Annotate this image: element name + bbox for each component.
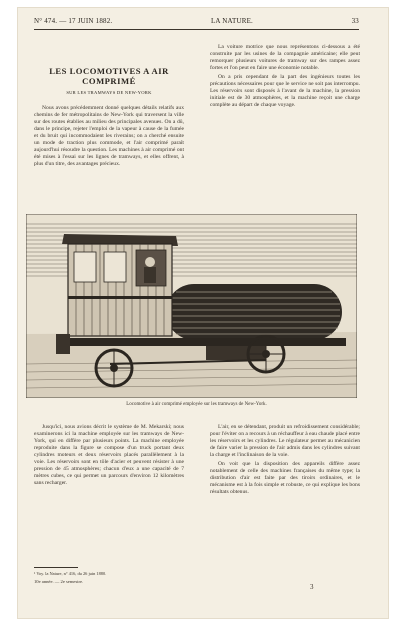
right-paragraph: On a pris cependant de la part des ingénieurs toutes les précautions nécessaires pour que le service ne soit pas interrompu. Les réservoirs sont disposés à l'avant de la machine, la pression initiale est de 30 atmosphères, et la machine reçoit une charge complète au départ de chaque voyage. — [210, 74, 360, 109]
footnote: ¹ Voy. la Nature, n° 416, du 26 juin 1880. — [34, 571, 107, 576]
article-subtitle: SUR LES TRAMWAYS DE NEW-YORK — [66, 90, 152, 95]
right-column — [210, 44, 360, 109]
lower-right-paragraph: On voit que la disposition des appareils diffère assez notablement de celle des machines françaises du même type; la distribution d'air est faite par des tiroirs ordinaires, et le mécanisme est à la fois simple et robuste, ce qui explique les bons résultats obtenus. — [210, 461, 360, 496]
lower-right-paragraph: L'air, en se détendant, produit un refroidissement considérable; pour l'éviter on a recours à un réchauffeur à eau chaude placé entre les réservoirs et les cylindres. Le régulateur permet au mécanicien de faire varier la pression de l'air admis dans les cylindres suivant la charge et l'inclinaison de la voie. — [210, 424, 360, 459]
left-column — [34, 44, 184, 168]
page-header — [34, 15, 359, 27]
right-paragraph: La voiture motrice que nous représentons ci-dessous a été construite par les usines de la compagnie américaine; elle peut remorquer plusieurs voitures de tramway sur des rampes assez fortes et l'on peut en faire une économie notable. — [210, 44, 360, 72]
journal-title: LA NATURE. — [210, 17, 254, 25]
article-title: LES LOCOMOTIVES A AIR COMPRIMÉ — [49, 66, 169, 86]
lower-left-column — [34, 424, 184, 487]
issue-date: N° 474. — 17 JUIN 1882. — [34, 17, 113, 25]
footnote-rule — [34, 567, 78, 568]
signature-number: 3 — [310, 583, 314, 591]
left-paragraph: Nous avons précédemment donné quelques détails relatifs aux chemins de fer métropolitains de New-York qui traversent la ville sur des routes établies au milieu des principales avenues. On a dû, dans le principe, rejeter l'emploi de la vapeur à cause de la fumée et du bruit qui incommodaient les riverains; on a cherché ensuite un mode de traction plus commode, et l'air comprimé paraît aujourd'hui résoudre la question. Les machines à air comprimé ont été mises à l'essai sur les lignes de tramways, et elles offrent, à plus d'un titre, des avantages précieux. — [34, 105, 184, 168]
motor-cab — [62, 234, 178, 336]
page-number: 33 — [351, 17, 359, 25]
year-signature: 10e année. — 2e semestre. — [34, 579, 84, 584]
locomotive-engraving — [26, 214, 357, 398]
header-rule — [34, 29, 359, 30]
lower-right-column — [210, 424, 360, 496]
figure-caption: Locomotive à air comprimé employée sur les tramways de New-York. — [126, 402, 267, 407]
lower-left-paragraph: Jusqu'ici, nous avions décrit le système de M. Mekarski; nous examinerons ici la machine employée sur les tramways de New-York, qui en diffère par plusieurs points. La machine employée reproduite dans la figure se compose d'un truck portant deux cylindres moteurs et deux réservoirs placés parallèlement à la voie. Les réservoirs sont en tôle d'acier et peuvent résister à une pression de 45 atmosphères; chacun d'eux a une capacité de 7 mètres cubes, ce qui permet un parcours d'environ 12 kilomètres sans recharger. — [34, 424, 184, 487]
air-reservoir-tank — [166, 284, 342, 340]
